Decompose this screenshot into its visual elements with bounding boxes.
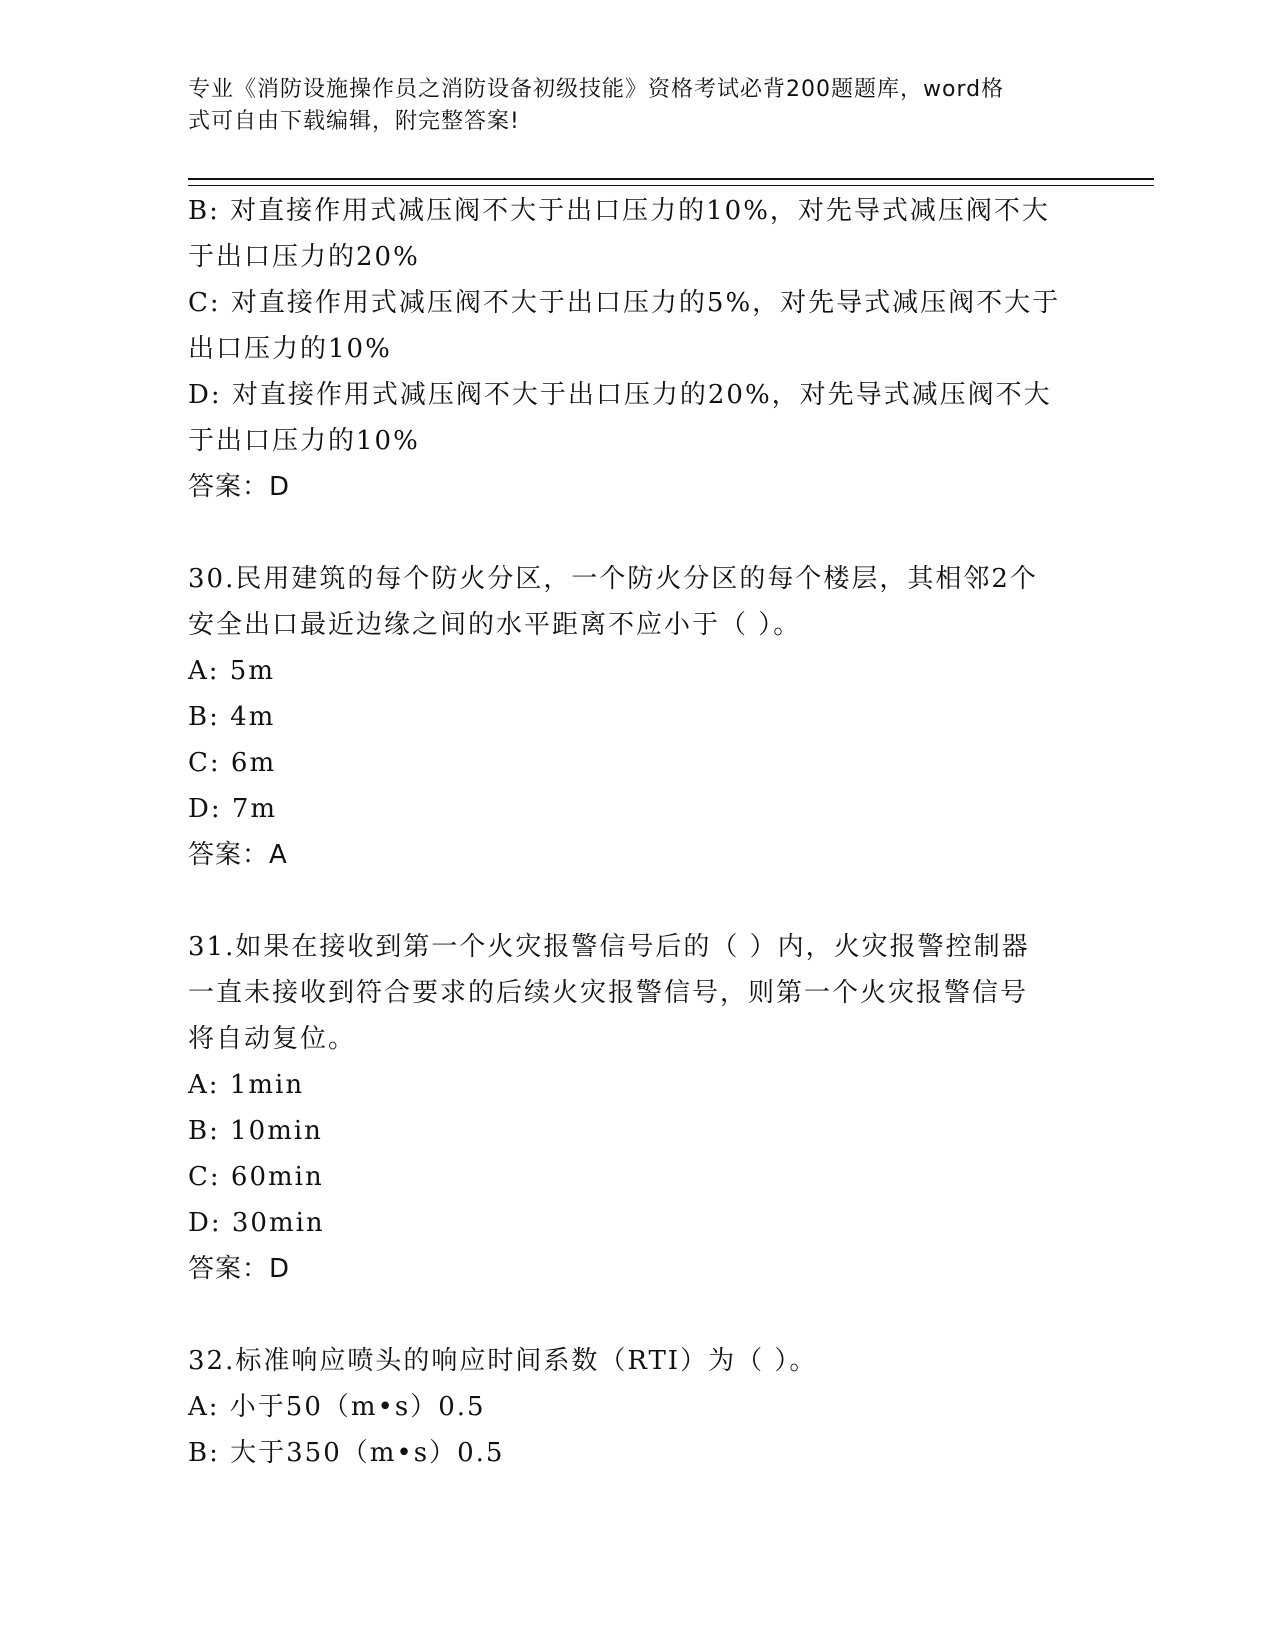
question-31-option-a: A: 1min [188, 1070, 305, 1100]
question-list [188, 188, 1088, 1476]
question-31 [188, 924, 1088, 1292]
option-b-line-1: B: 对直接作用式减压阀不大于出口压力的10%，对先导式减压阀不大 [188, 196, 1050, 226]
question-30-stem-line-1: 30.民用建筑的每个防火分区，一个防火分区的每个楼层，其相邻2个 [188, 564, 1038, 594]
question-32-option-a: A: 小于50（m•s）0.5 [188, 1392, 486, 1422]
question-30-option-d: D: 7m [188, 794, 278, 824]
header-divider [188, 178, 1154, 186]
question-30-option-a: A: 5m [188, 656, 275, 686]
option-c-line-2: 出口压力的10% [188, 334, 392, 364]
question-30 [188, 556, 1088, 878]
option-d-line-1: D: 对直接作用式减压阀不大于出口压力的20%，对先导式减压阀不大 [188, 380, 1052, 410]
spacer [188, 1292, 1088, 1338]
spacer [188, 878, 1088, 924]
header-title-line-1: 专业《消防设施操作员之消防设备初级技能》资格考试必背200题题库，word格 [188, 77, 1005, 102]
question-32-stem-line-1: 32.标准响应喷头的响应时间系数（RTI）为（ ）。 [188, 1346, 818, 1376]
question-31-stem-line-1: 31.如果在接收到第一个火灾报警信号后的（ ）内，火灾报警控制器 [188, 932, 1030, 962]
question-30-option-b: B: 4m [188, 702, 276, 732]
question-32-option-b: B: 大于350（m•s）0.5 [188, 1438, 505, 1468]
answer-30: 答案：A [188, 840, 288, 870]
question-31-option-b: B: 10min [188, 1116, 323, 1146]
question-30-option-c: C: 6m [188, 748, 277, 778]
question-32 [188, 1338, 1088, 1476]
question-29-tail [188, 188, 1088, 510]
spacer [188, 510, 1088, 556]
option-d-line-2: 于出口压力的10% [188, 426, 420, 456]
answer-29: 答案：D [188, 472, 291, 502]
header-title-line-2: 式可自由下载编辑，附完整答案! [188, 109, 520, 134]
question-31-stem-line-3: 将自动复位。 [188, 1024, 357, 1054]
answer-31: 答案：D [188, 1254, 291, 1284]
question-31-stem-line-2: 一直未接收到符合要求的后续火灾报警信号，则第一个火灾报警信号 [188, 978, 1029, 1008]
option-c-line-1: C: 对直接作用式减压阀不大于出口压力的5%，对先导式减压阀不大于 [188, 288, 1061, 318]
option-b-line-2: 于出口压力的20% [188, 242, 420, 272]
document-header [188, 74, 1068, 138]
question-30-stem-line-2: 安全出口最近边缘之间的水平距离不应小于（ ）。 [188, 610, 802, 640]
question-31-option-c: C: 60min [188, 1162, 324, 1192]
question-31-option-d: D: 30min [188, 1208, 325, 1238]
